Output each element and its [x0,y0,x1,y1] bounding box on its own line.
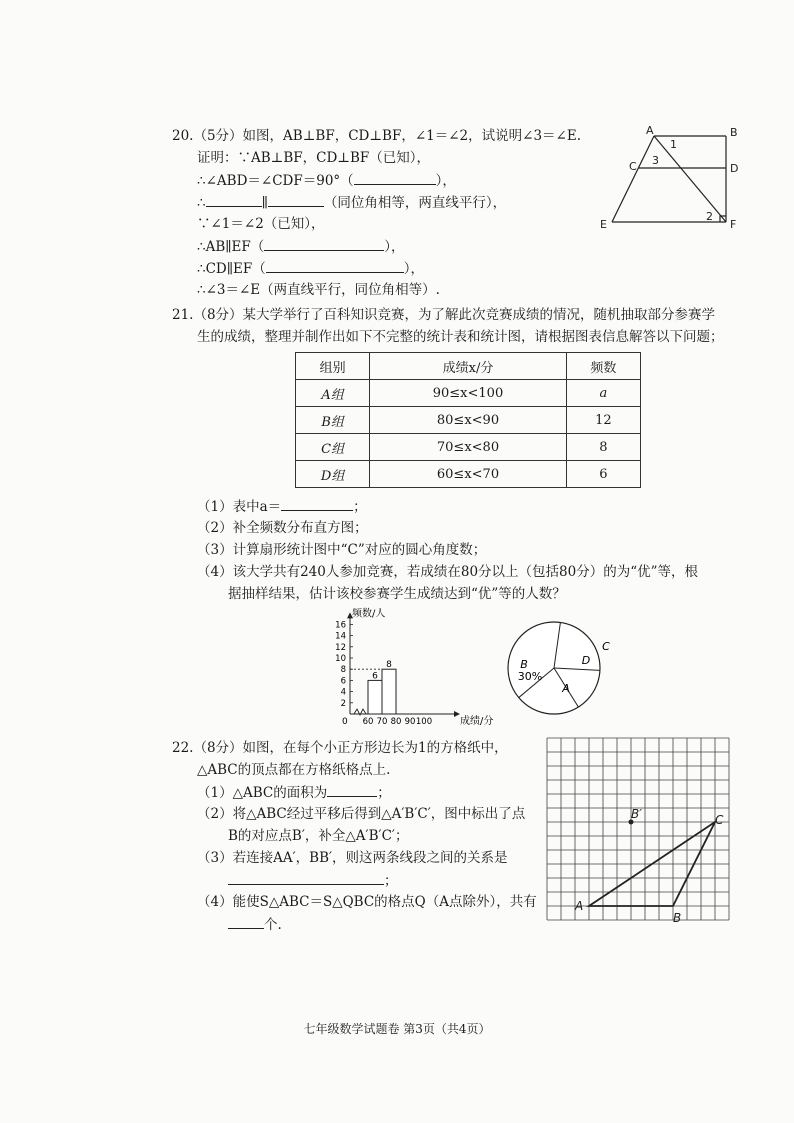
bar-value-label: 6 [372,671,378,682]
q20-figure [596,124,746,232]
q22-part3-answer: ； [228,870,398,891]
q22-label-Bprime: B′ [631,807,642,821]
q22-part4-line2: 个. [228,914,282,935]
table-row [296,461,641,488]
q20-label-F: F [730,218,737,231]
x-tick-label: 60 [362,717,374,727]
pie-slice-label-c: C [602,640,610,653]
q21-table [295,352,641,488]
q20-label-B: B [730,126,738,139]
q21-part2: （2）补全频数分布直方图； [197,520,368,536]
q20-angle-1: 1 [670,138,677,151]
table-cell: A组 [296,380,370,407]
q22-blank-count[interactable] [228,914,264,929]
q22-stem-line1: 22.（8分）如图，在每个小正方形边长为1的方格纸中， [172,740,508,756]
q20-line7: ∴∠3＝∠E（两直线平行，同位角相等）. [197,282,440,298]
table-header-row [296,353,641,380]
q20-line5: ∴AB∥EF（ ）， [197,236,404,257]
table-cell: D组 [296,461,370,488]
pie-slice-label-a: A [562,682,570,695]
q20-stem: 20.（5分）如图，AB⊥BF，CD⊥BF，∠1＝∠2，试说明∠3＝∠E. [172,128,582,144]
table-header: 频数 [566,353,640,380]
table-row [296,380,641,407]
table-cell: 70≤x<80 [370,434,566,461]
y-tick-label: 4 [340,687,346,698]
y-tick-label: 8 [340,665,346,676]
table-cell: 12 [566,407,640,434]
x-tick-label: 80 [390,717,402,727]
q22-part4-line1: （4）能使S△ABC＝S△QBC的格点Q（A点除外），共有 [197,894,537,910]
q21-part1: （1）表中a＝ ； [197,496,367,517]
histogram-bar [382,669,396,714]
table-cell: B组 [296,407,370,434]
table-cell: 60≤x<70 [370,461,566,488]
x-tick-label: 100 [415,717,433,727]
table-cell: 6 [566,461,640,488]
q22-part1: （1）△ABC的面积为 ； [197,782,391,803]
y-tick-label: 6 [340,676,346,687]
pie-percent-label: 30% [517,670,543,683]
q21-blank-a[interactable] [281,496,353,511]
q22-grid-figure [547,738,737,930]
x-axis-label: 成绩/分 [460,716,494,727]
q20-label-A: A [646,124,654,137]
table-cell: 8 [566,434,640,461]
table-cell: C组 [296,434,370,461]
q20-blank5[interactable] [266,258,404,273]
q20-blank2[interactable] [206,192,262,207]
origin-label: 0 [342,717,348,727]
table-header: 成绩x/分 [370,353,566,380]
page-footer: 七年级数学试题卷 第3页（共4页） [303,1022,491,1036]
q21-part4-line2: 据抽样结果，估计该校参赛学生成绩达到“优”等的人数？ [228,586,566,602]
bar-value-label: 8 [386,660,392,671]
q22-label-A: A [575,899,584,913]
histogram-bar [368,680,382,714]
table-cell: 80≤x<90 [370,407,566,434]
q20-label-C: C [629,160,637,173]
table-row [296,407,641,434]
q22-label-C: C [715,813,724,827]
q21-part4-line1: （4）该大学共有240人参加竞赛，若成绩在80分以上（包括80分）的为“优”等，根 [197,564,699,580]
y-tick-label: 10 [335,654,346,664]
q20-angle-3: 3 [652,154,659,167]
q20-line4: ∵∠1＝∠2（已知）， [197,216,325,232]
q22-blank-relation[interactable] [228,870,384,885]
q20-angle-2: 2 [706,210,713,223]
q22-part2-line1: （2）将△ABC经过平移后得到△A′B′C′，图中标出了点 [197,806,526,822]
q20-line3: ∴ ∥ （同位角相等，两直线平行）， [197,192,506,213]
q20-label-D: D [730,162,739,175]
table-row [296,434,641,461]
q20-blank3[interactable] [268,192,324,207]
q20-line1: 证明：∵AB⊥BF，CD⊥BF（已知）， [197,150,431,166]
q20-line6: ∴CD∥EF（ ）， [197,258,424,279]
q21-part3: （3）计算扇形统计图中“C”对应的圆心角度数； [197,542,487,558]
pie-slice-label-d: D [581,654,591,667]
table-cell: a [566,380,640,407]
q20-blank4[interactable] [264,236,384,251]
q21-stem-line2: 生的成绩，整理并制作出如下不完整的统计表和统计图，请根据图表信息解答以下问题； [197,329,724,345]
q22-blank-area[interactable] [327,782,377,797]
q20-blank1[interactable] [354,170,436,185]
q22-stem-line2: △ABC的顶点都在方格纸格点上. [197,762,391,778]
q20-line2: ∴∠ABD＝∠CDF＝90°（ ）， [197,170,456,191]
x-tick-label: 70 [376,717,388,727]
q20-label-E: E [600,218,607,231]
q22-part3: （3）若连接AA′，BB′，则这两条线段之间的关系是 [197,850,508,866]
y-tick-label: 2 [340,698,346,709]
q22-label-B: B [673,911,682,925]
y-tick-label: 12 [335,642,346,653]
q22-part2-line2: B的对应点B′，补全△A′B′C′； [228,828,409,844]
y-tick-label: 16 [335,620,346,631]
pie-slice-label-b: B [520,658,528,671]
table-cell: 90≤x<100 [370,380,566,407]
q21-stem-line1: 21.（8分）某大学举行了百科知识竞赛，为了解此次竞赛成绩的情况，随机抽取部分参赛学 [172,307,716,323]
y-axis-label: 频数/人 [352,608,386,620]
table-header: 组别 [296,353,370,380]
y-tick-label: 14 [335,631,346,642]
x-tick-label: 90 [404,717,416,727]
q21-histogram [330,608,494,730]
q21-pie-chart [502,616,610,720]
